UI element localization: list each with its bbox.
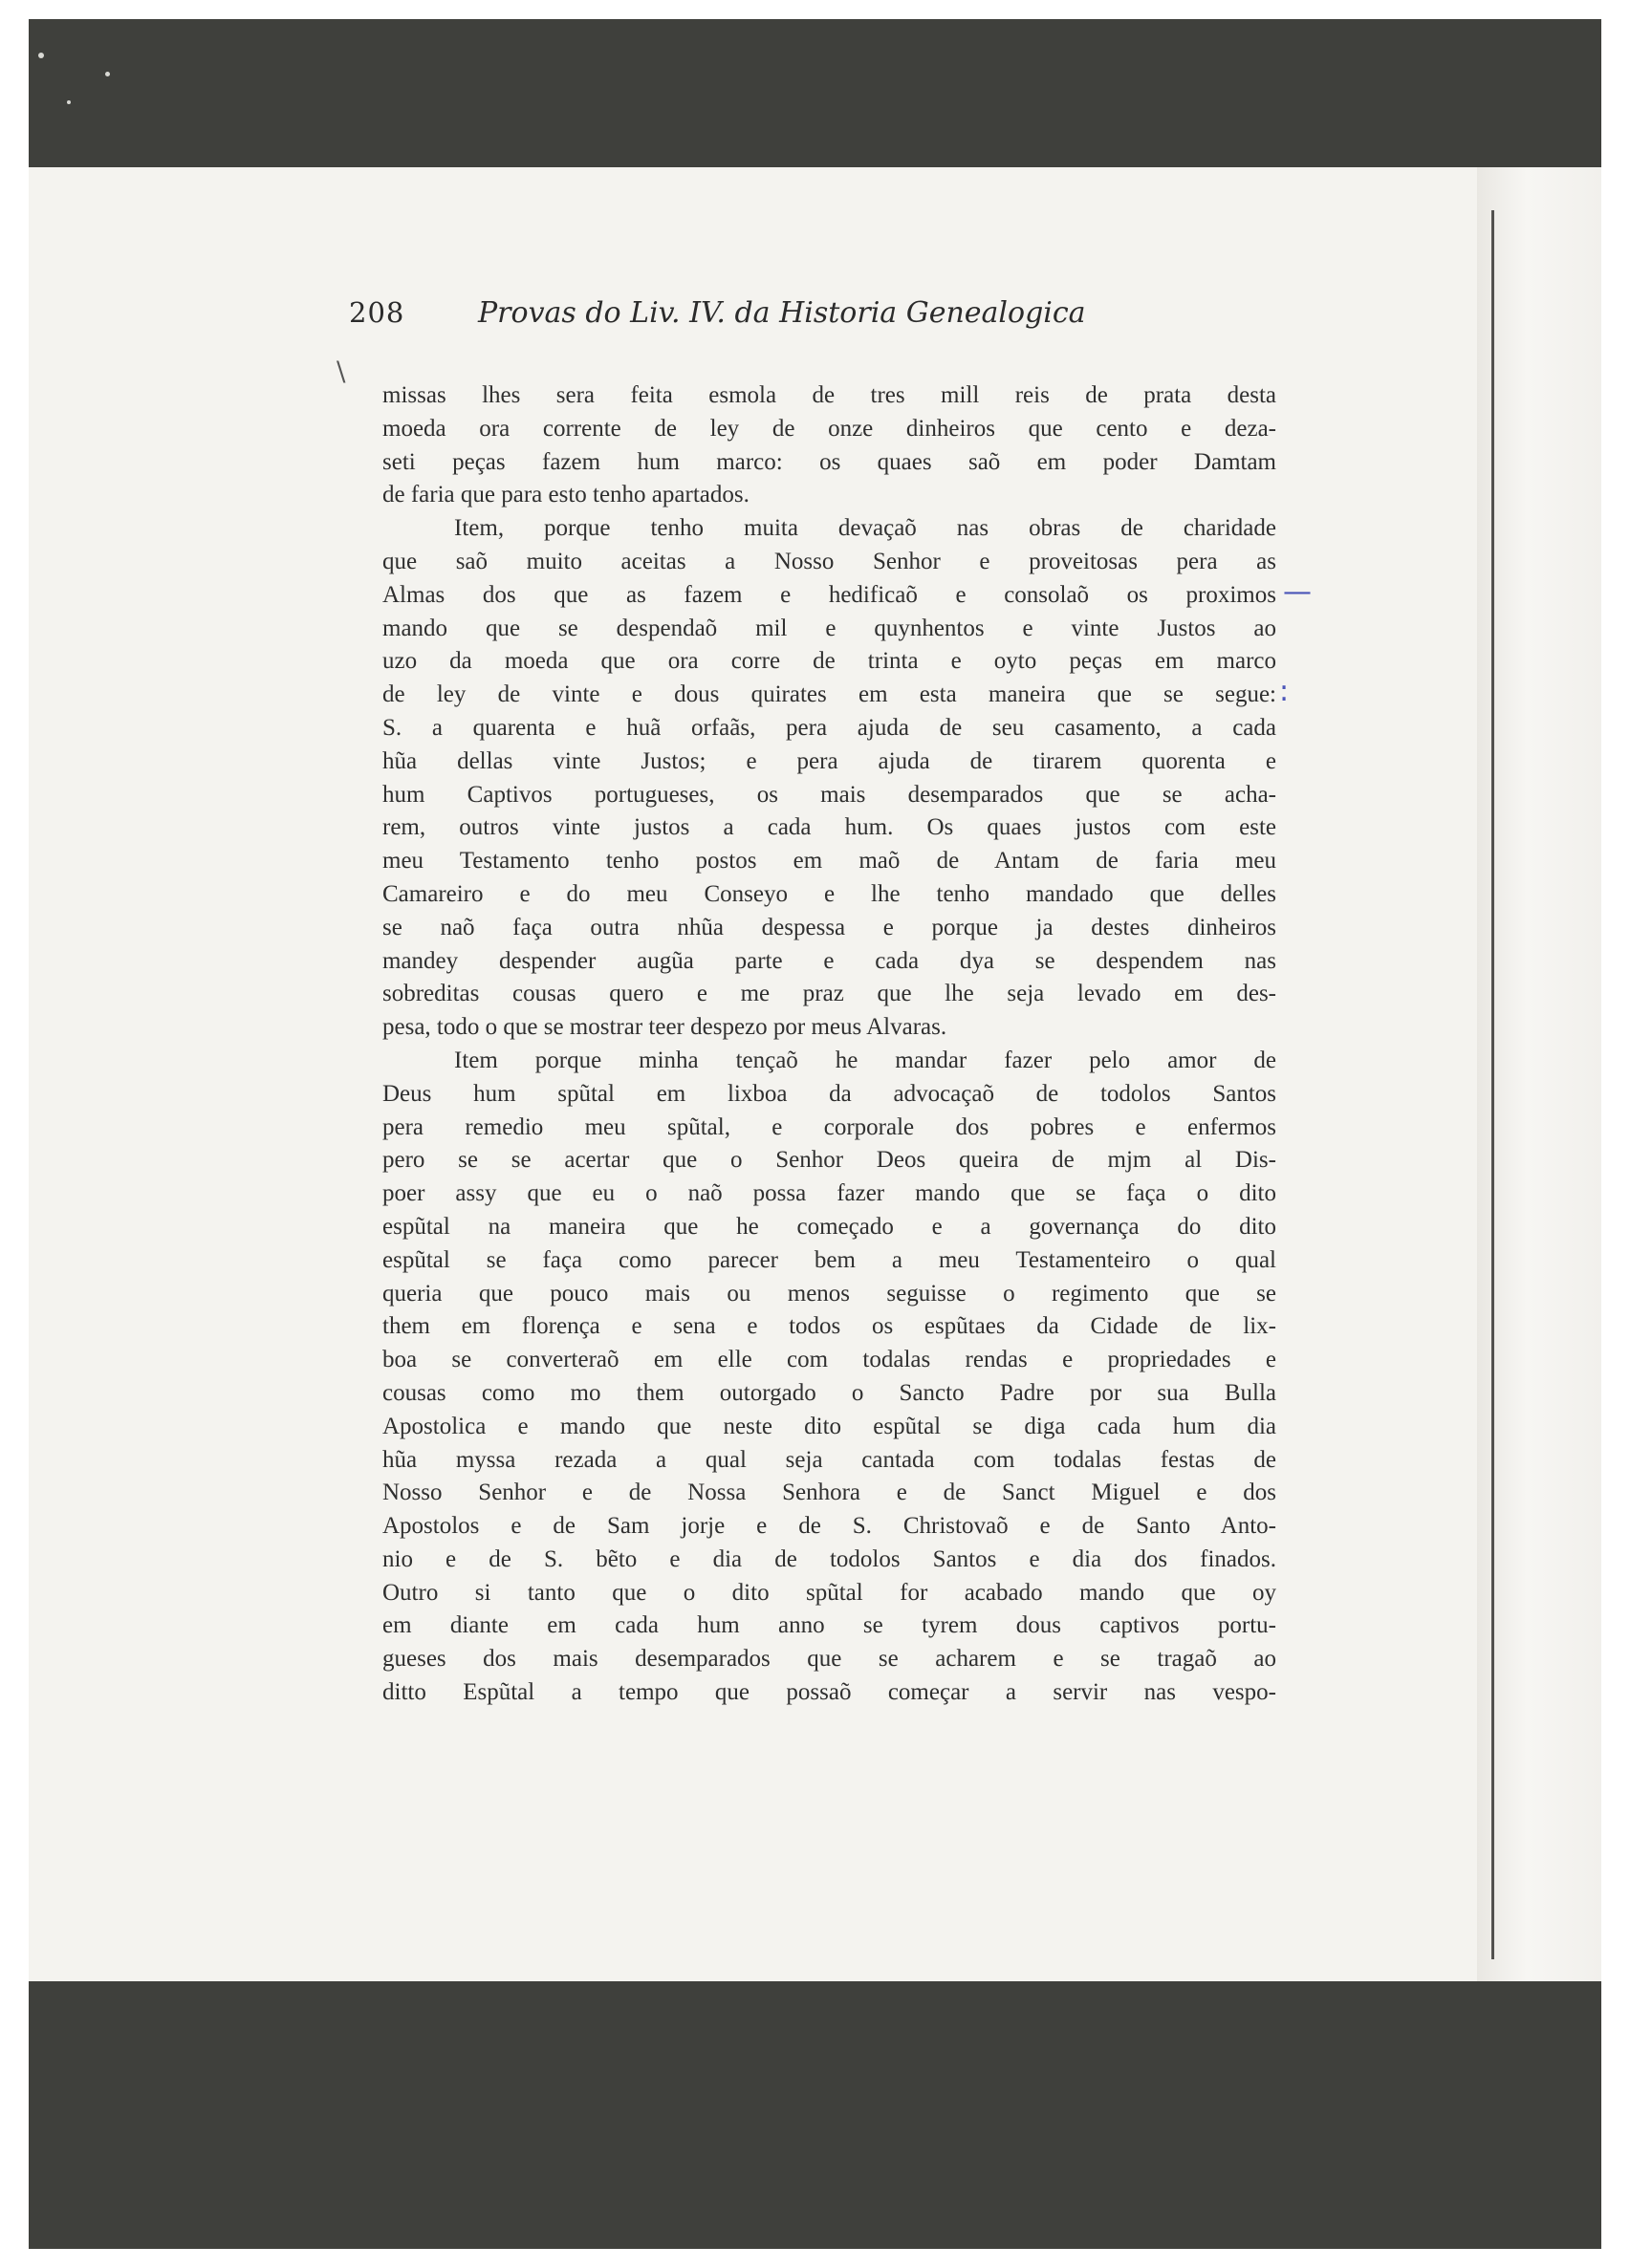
text-line: cousas como mo them outorgado o Sancto Padre por sua Bulla <box>382 1379 1276 1406</box>
text-line: se naõ faça outra nhũa despessa e porque ja destes dinheiros <box>382 914 1276 940</box>
text-line: queria que pouco mais ou menos seguisse o regimento que se <box>382 1280 1276 1307</box>
text-line: moeda ora corrente de ley de onze dinheiros que cento e deza- <box>382 415 1276 442</box>
text-line: poer assy que eu o naõ possa fazer mando que se faça o dito <box>382 1180 1276 1207</box>
pencil-margin-mark: \ <box>337 356 346 387</box>
page-edge-shadow <box>1477 167 1601 1981</box>
text-line: ditto Espũtal a tempo que possaõ começar a servir nas vespo- <box>382 1679 1276 1706</box>
text-line: Camareiro e do meu Conseyo e lhe tenho mandado que delles <box>382 880 1276 907</box>
text-line: de faria que para esto tenho apartados. <box>382 482 750 508</box>
text-line: Nosso Senhor e de Nossa Senhora e de Sanct Miguel e dos <box>382 1480 1276 1506</box>
text-line: mando que se despendaõ mil e quynhentos e vinte Justos ao <box>382 615 1276 641</box>
text-line: Item, porque tenho muita devaçaõ nas obras de charidade <box>454 515 1276 542</box>
text-line: hũa dellas vinte Justos; e pera ajuda de tirarem quorenta e <box>382 747 1276 774</box>
text-line: que saõ muito aceitas a Nosso Senhor e proveitosas pera as <box>382 548 1276 574</box>
text-line: Item porque minha tençaõ he mandar fazer pelo amor de <box>454 1047 1276 1073</box>
text-line: sobreditas cousas quero e me praz que lhe seja levado em des- <box>382 981 1276 1007</box>
text-line: rem, outros vinte justos a cada hum. Os quaes justos com este <box>382 814 1276 841</box>
text-line: Outro si tanto que o dito spũtal for acabado mando que oy <box>382 1579 1276 1606</box>
text-line: Apostolica e mando que neste dito espũtal se diga cada hum dia <box>382 1413 1276 1439</box>
text-line: Apostolos e de Sam jorje e de S. Christovaõ e de Santo Anto- <box>382 1513 1276 1540</box>
text-line: de ley de vinte e dous quirates em esta maneira que se segue: <box>382 681 1276 708</box>
text-line: gueses dos mais desemparados que se acharem e se tragaõ ao <box>382 1646 1276 1673</box>
text-line: S. a quarenta e huã orfaãs, pera ajuda de seu casamento, a cada <box>382 714 1276 741</box>
text-line: mandey despender augũa parte e cada dya se despendem nas <box>382 947 1276 974</box>
blue-ink-dash-mark: — <box>1283 575 1312 609</box>
text-line: Almas dos que as fazem e hedificaõ e consolaõ os proximos <box>382 581 1276 608</box>
text-line: uzo da moeda que ora corre de trinta e oyto peças em marco <box>382 648 1276 675</box>
text-line: espũtal se faça como parecer bem a meu Testamenteiro o qual <box>382 1246 1276 1273</box>
text-line: Deus hum spũtal em lixboa da advocaçaõ de todolos Santos <box>382 1080 1276 1107</box>
text-line: seti peças fazem hum marco: os quaes saõ em poder Damtam <box>382 448 1276 475</box>
text-line: missas lhes sera feita esmola de tres mill reis de prata desta <box>382 382 1276 408</box>
blue-ink-colon-mark: : <box>1279 675 1290 708</box>
text-line: boa se converteraõ em elle com todalas rendas e propriedades e <box>382 1347 1276 1373</box>
page-binding-edge <box>1491 210 1494 1959</box>
page-header <box>349 287 1171 344</box>
running-title: Provas do Liv. IV. da Historia Genealogica <box>478 296 1086 330</box>
text-line: hũa myssa rezada a qual seja cantada com todalas festas de <box>382 1446 1276 1473</box>
text-line: pesa, todo o que se mostrar teer despezo por meus Alvaras. <box>382 1014 947 1041</box>
text-line: meu Testamento tenho postos em maõ de Antam de faria meu <box>382 848 1276 875</box>
text-line: em diante em cada hum anno se tyrem dous captivos portu- <box>382 1612 1276 1639</box>
body-text <box>382 379 1276 1710</box>
text-line: them em florença e sena e todos os espũtaes da Cidade de lix- <box>382 1313 1276 1340</box>
text-line: pera remedio meu spũtal, e corporale dos pobres e enfermos <box>382 1113 1276 1140</box>
text-line: espũtal na maneira que he começado e a governança do dito <box>382 1213 1276 1240</box>
page-number: 208 <box>349 296 405 329</box>
text-line: nio e de S. bẽto e dia de todolos Santos e dia dos finados. <box>382 1545 1276 1572</box>
text-line: pero se se acertar que o Senhor Deos queira de mjm al Dis- <box>382 1147 1276 1174</box>
text-line: hum Captivos portugueses, os mais desemparados que se acha- <box>382 781 1276 808</box>
